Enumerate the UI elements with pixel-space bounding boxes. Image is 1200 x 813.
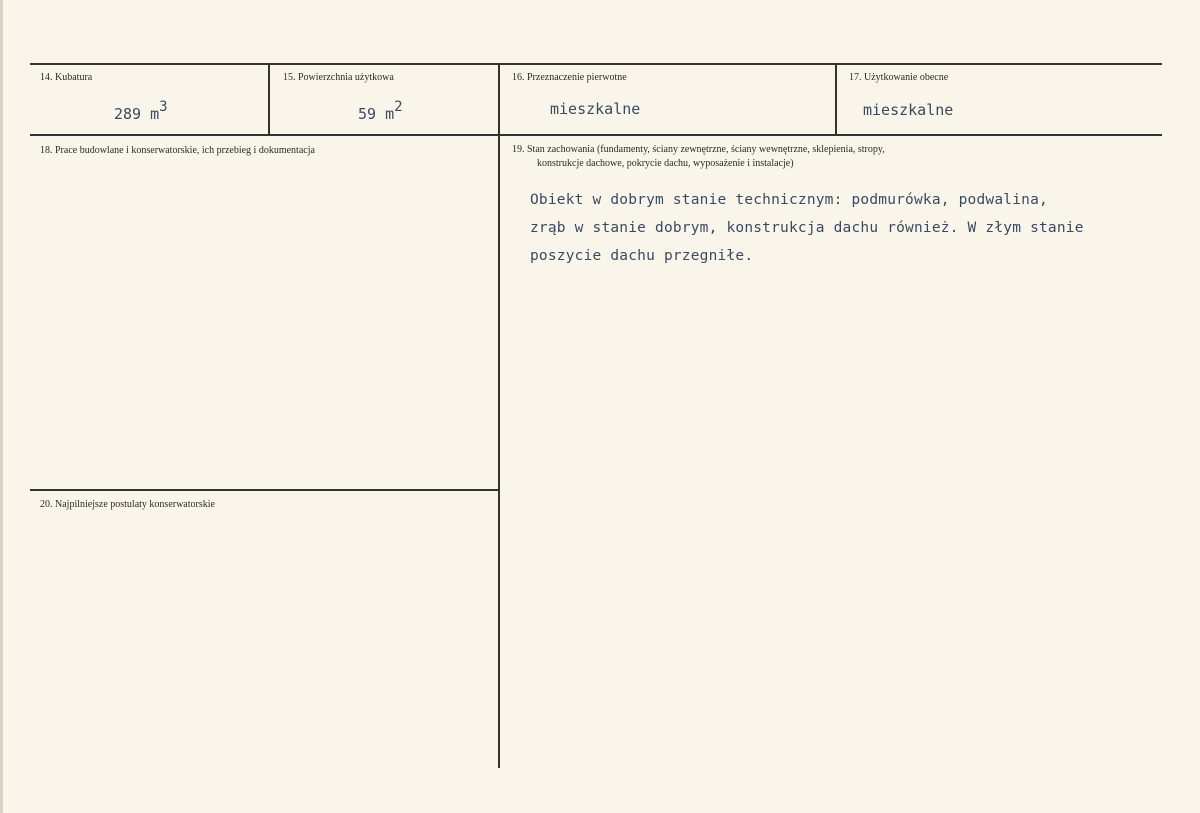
field-16-value: mieszkalne	[550, 100, 641, 118]
row-rule	[30, 134, 1162, 136]
field-16-label: 16. Przeznaczenie pierwotne	[512, 72, 627, 83]
field-18-label: 18. Prace budowlane i konserwatorskie, ich przebieg i dokumentacja	[40, 145, 315, 156]
condition-line-1: Obiekt w dobrym stanie technicznym: podmurówka, podwalina,	[530, 192, 1048, 208]
divider-14-15	[268, 64, 270, 134]
field-14-label: 14. Kubatura	[40, 72, 93, 83]
field-14-value	[114, 101, 168, 123]
cubature-value: 289	[114, 105, 142, 123]
field-20-label: 20. Najpilniejsze postulaty konserwatorskie	[40, 499, 215, 510]
top-rule	[30, 63, 1162, 65]
area-unit: m	[385, 105, 395, 123]
divider-16-17	[835, 64, 837, 134]
condition-line-2: zrąb w stanie dobrym, konstrukcja dachu również. W złym stanie	[530, 220, 1084, 236]
field-15-label: 15. Powierzchnia użytkowa	[283, 72, 394, 83]
field-17-label: 17. Użytkowanie obecne	[849, 72, 949, 83]
field-15-value	[358, 101, 403, 123]
field-19-label-line1: 19. Stan zachowania (fundamenty, ściany zewnętrzne, ściany wewnętrzne, sklepienia, stropy,	[512, 144, 885, 155]
section-20-rule	[30, 489, 498, 491]
condition-line-3: poszycie dachu przegniłe.	[530, 248, 754, 264]
field-19-label-line2: konstrukcje dachowe, pokrycie dachu, wyposażenie i instalacje)	[537, 158, 794, 169]
area-value: 59	[358, 105, 377, 123]
field-19-text	[530, 186, 1170, 270]
cubature-exponent: 3	[159, 99, 168, 115]
field-17-value: mieszkalne	[863, 101, 954, 119]
area-exponent: 2	[394, 99, 403, 115]
cubature-unit: m	[150, 105, 160, 123]
card-edge	[0, 0, 3, 813]
divider-main	[498, 64, 500, 768]
